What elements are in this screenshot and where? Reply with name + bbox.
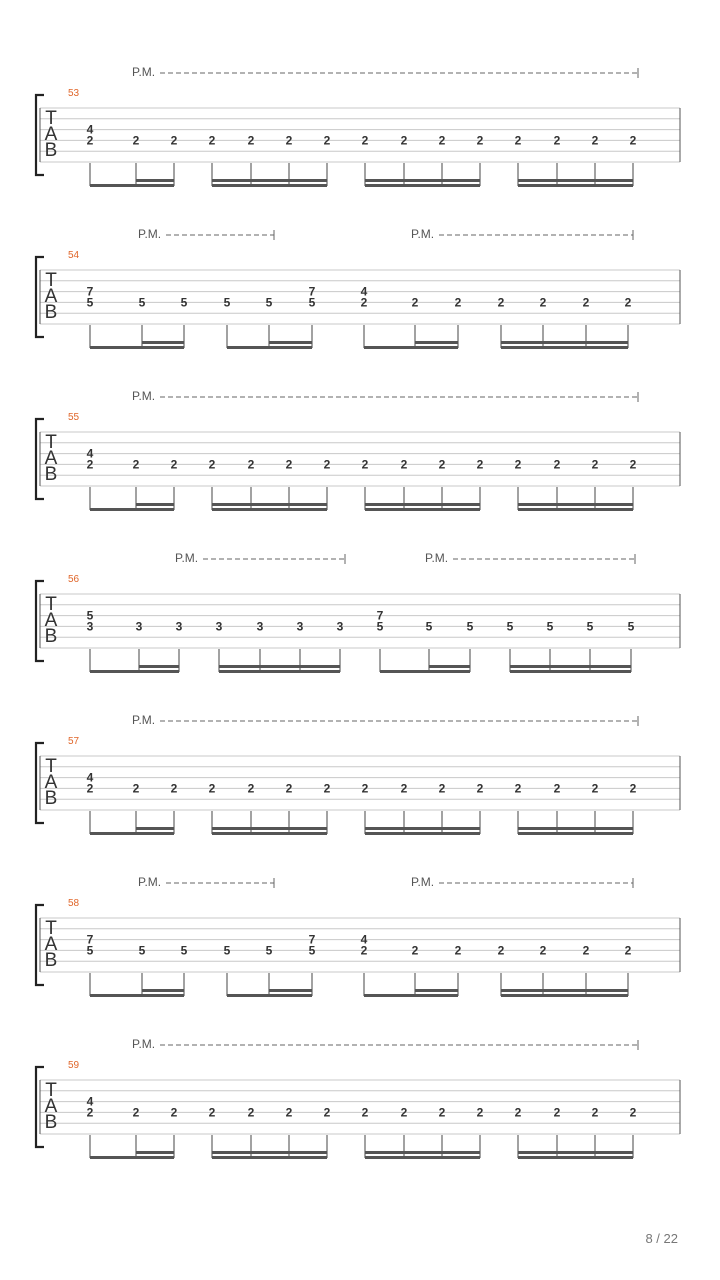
fret-number: 4 xyxy=(86,122,94,137)
beam-primary xyxy=(90,508,174,511)
palm-mute-label: P.M. xyxy=(132,389,156,403)
tab-clef-letter: B xyxy=(44,626,58,647)
beam-primary xyxy=(501,346,628,349)
measure-number: 59 xyxy=(68,1060,80,1071)
tab-clef-letter: A xyxy=(44,610,58,631)
measure-number: 58 xyxy=(68,898,80,909)
fret-number: 2 xyxy=(285,133,293,148)
fret-number: 3 xyxy=(86,619,94,634)
beam-primary xyxy=(380,670,470,673)
fret-number: 5 xyxy=(138,295,146,310)
beam-secondary xyxy=(518,827,633,830)
fret-number: 7 xyxy=(308,932,316,947)
beam-secondary xyxy=(269,341,312,344)
tab-clef-letter: A xyxy=(44,934,58,955)
fret-number: 7 xyxy=(376,608,384,623)
fret-number: 2 xyxy=(553,781,561,796)
tab-clef-letter: B xyxy=(44,950,58,971)
fret-number: 2 xyxy=(400,133,408,148)
fret-number: 2 xyxy=(361,457,369,472)
fret-number: 2 xyxy=(208,457,216,472)
fret-number: 3 xyxy=(215,619,223,634)
fret-number: 2 xyxy=(591,457,599,472)
beam-secondary xyxy=(501,989,628,992)
beam-primary xyxy=(518,508,633,511)
beam-primary xyxy=(501,994,628,997)
fret-number: 5 xyxy=(223,943,231,958)
fret-number: 2 xyxy=(86,1105,94,1120)
fret-number: 2 xyxy=(323,133,331,148)
fret-number: 3 xyxy=(296,619,304,634)
fret-number: 2 xyxy=(247,457,255,472)
fret-number: 2 xyxy=(438,1105,446,1120)
fret-number: 2 xyxy=(454,295,462,310)
beam-primary xyxy=(518,832,633,835)
fret-number: 3 xyxy=(135,619,143,634)
fret-number: 2 xyxy=(400,781,408,796)
palm-mute-label: P.M. xyxy=(411,875,435,889)
beam-primary xyxy=(212,184,327,187)
beam-primary xyxy=(212,508,327,511)
beam-primary xyxy=(212,1156,327,1159)
tab-clef-letter: T xyxy=(45,432,57,453)
tab-clef-letter: T xyxy=(45,918,57,939)
beam-secondary xyxy=(429,665,470,668)
beam-secondary xyxy=(269,989,312,992)
fret-number: 2 xyxy=(539,295,547,310)
fret-number: 4 xyxy=(86,1094,94,1109)
fret-number: 2 xyxy=(170,457,178,472)
fret-number: 2 xyxy=(591,133,599,148)
beam-secondary xyxy=(365,503,480,506)
tab-clef-letter: B xyxy=(44,302,58,323)
fret-number: 2 xyxy=(86,457,94,472)
fret-number: 2 xyxy=(170,1105,178,1120)
fret-number: 2 xyxy=(514,1105,522,1120)
fret-number: 5 xyxy=(138,943,146,958)
beam-secondary xyxy=(510,665,631,668)
fret-number: 2 xyxy=(553,133,561,148)
fret-number: 2 xyxy=(591,781,599,796)
fret-number: 5 xyxy=(180,943,188,958)
fret-number: 5 xyxy=(180,295,188,310)
palm-mute-label: P.M. xyxy=(425,551,449,565)
tab-system xyxy=(36,713,680,835)
fret-number: 2 xyxy=(208,1105,216,1120)
beam-secondary xyxy=(142,341,184,344)
fret-number: 3 xyxy=(336,619,344,634)
tab-clef-letter: T xyxy=(45,1080,57,1101)
fret-number: 2 xyxy=(582,295,590,310)
page-number: 8 / 22 xyxy=(645,1231,678,1246)
fret-number: 2 xyxy=(539,943,547,958)
tab-clef-letter: B xyxy=(44,788,58,809)
fret-number: 2 xyxy=(624,943,632,958)
palm-mute-label: P.M. xyxy=(138,227,162,241)
beam-secondary xyxy=(212,503,327,506)
tab-system xyxy=(36,389,680,511)
palm-mute-label: P.M. xyxy=(138,875,162,889)
tab-clef-letter: A xyxy=(44,124,58,145)
fret-number: 5 xyxy=(223,295,231,310)
tab-clef-letter: B xyxy=(44,140,58,161)
fret-number: 2 xyxy=(247,133,255,148)
tab-system xyxy=(36,875,680,997)
fret-number: 2 xyxy=(208,781,216,796)
fret-number: 7 xyxy=(86,932,94,947)
tab-clef-letter: T xyxy=(45,270,57,291)
fret-number: 7 xyxy=(308,284,316,299)
fret-number: 5 xyxy=(308,943,316,958)
beam-secondary xyxy=(501,341,628,344)
fret-number: 2 xyxy=(170,133,178,148)
measure-number: 55 xyxy=(68,412,80,423)
fret-number: 5 xyxy=(466,619,474,634)
palm-mute-label: P.M. xyxy=(411,227,435,241)
fret-number: 2 xyxy=(514,133,522,148)
beam-secondary xyxy=(518,503,633,506)
fret-number: 2 xyxy=(360,943,368,958)
tab-clef-letter: A xyxy=(44,772,58,793)
beam-secondary xyxy=(415,989,458,992)
fret-number: 2 xyxy=(323,457,331,472)
fret-number: 2 xyxy=(170,781,178,796)
fret-number: 5 xyxy=(265,295,273,310)
fret-number: 4 xyxy=(360,932,368,947)
measure-number: 53 xyxy=(68,88,80,99)
beam-secondary xyxy=(142,989,184,992)
measure-number: 56 xyxy=(68,574,80,585)
palm-mute-label: P.M. xyxy=(175,551,199,565)
fret-number: 2 xyxy=(624,295,632,310)
fret-number: 5 xyxy=(308,295,316,310)
fret-number: 5 xyxy=(86,608,94,623)
fret-number: 2 xyxy=(553,1105,561,1120)
tab-clef-letter: B xyxy=(44,464,58,485)
fret-number: 2 xyxy=(629,457,637,472)
beam-primary xyxy=(90,832,174,835)
fret-number: 2 xyxy=(361,133,369,148)
beam-secondary xyxy=(365,1151,480,1154)
fret-number: 2 xyxy=(285,781,293,796)
beam-secondary xyxy=(136,503,174,506)
fret-number: 4 xyxy=(86,770,94,785)
fret-number: 2 xyxy=(132,1105,140,1120)
beam-primary xyxy=(227,346,312,349)
fret-number: 2 xyxy=(438,781,446,796)
fret-number: 2 xyxy=(132,133,140,148)
fret-number: 2 xyxy=(454,943,462,958)
beam-secondary xyxy=(212,827,327,830)
fret-number: 2 xyxy=(438,133,446,148)
fret-number: 5 xyxy=(425,619,433,634)
fret-number: 2 xyxy=(208,133,216,148)
beam-primary xyxy=(219,670,340,673)
beam-primary xyxy=(365,1156,480,1159)
fret-number: 5 xyxy=(627,619,635,634)
palm-mute-label: P.M. xyxy=(132,65,156,79)
fret-number: 3 xyxy=(175,619,183,634)
fret-number: 2 xyxy=(132,457,140,472)
tab-system xyxy=(36,65,680,187)
beam-secondary xyxy=(365,827,480,830)
tab-clef-letter: A xyxy=(44,448,58,469)
beam-primary xyxy=(90,346,184,349)
beam-secondary xyxy=(136,1151,174,1154)
tab-clef-letter: T xyxy=(45,108,57,129)
fret-number: 2 xyxy=(411,943,419,958)
fret-number: 5 xyxy=(546,619,554,634)
beam-primary xyxy=(227,994,312,997)
fret-number: 2 xyxy=(285,457,293,472)
tab-clef-letter: A xyxy=(44,1096,58,1117)
beam-secondary xyxy=(139,665,179,668)
fret-number: 2 xyxy=(438,457,446,472)
fret-number: 2 xyxy=(629,1105,637,1120)
tab-system xyxy=(36,1037,680,1159)
fret-number: 2 xyxy=(629,781,637,796)
fret-number: 2 xyxy=(553,457,561,472)
fret-number: 2 xyxy=(400,1105,408,1120)
fret-number: 2 xyxy=(411,295,419,310)
tab-clef-letter: B xyxy=(44,1112,58,1133)
fret-number: 2 xyxy=(476,133,484,148)
fret-number: 3 xyxy=(256,619,264,634)
beam-primary xyxy=(90,670,179,673)
beam-secondary xyxy=(415,341,458,344)
tab-system xyxy=(36,551,680,673)
measure-number: 57 xyxy=(68,736,80,747)
beam-primary xyxy=(90,1156,174,1159)
fret-number: 2 xyxy=(86,781,94,796)
beam-primary xyxy=(518,184,633,187)
fret-number: 5 xyxy=(86,943,94,958)
beam-secondary xyxy=(219,665,340,668)
measure-number: 54 xyxy=(68,250,80,261)
fret-number: 2 xyxy=(132,781,140,796)
fret-number: 2 xyxy=(591,1105,599,1120)
fret-number: 4 xyxy=(86,446,94,461)
fret-number: 2 xyxy=(323,1105,331,1120)
palm-mute-label: P.M. xyxy=(132,1037,156,1051)
beam-secondary xyxy=(212,1151,327,1154)
tab-system xyxy=(36,227,680,349)
fret-number: 2 xyxy=(497,295,505,310)
beam-primary xyxy=(364,994,458,997)
beam-primary xyxy=(212,832,327,835)
fret-number: 2 xyxy=(247,781,255,796)
fret-number: 5 xyxy=(265,943,273,958)
tab-clef-letter: T xyxy=(45,594,57,615)
fret-number: 7 xyxy=(86,284,94,299)
fret-number: 4 xyxy=(360,284,368,299)
fret-number: 2 xyxy=(582,943,590,958)
fret-number: 2 xyxy=(285,1105,293,1120)
beam-primary xyxy=(518,1156,633,1159)
fret-number: 2 xyxy=(247,1105,255,1120)
fret-number: 2 xyxy=(497,943,505,958)
tab-clef-letter: T xyxy=(45,756,57,777)
fret-number: 5 xyxy=(86,295,94,310)
fret-number: 2 xyxy=(476,1105,484,1120)
fret-number: 2 xyxy=(514,457,522,472)
beam-secondary xyxy=(212,179,327,182)
beam-secondary xyxy=(365,179,480,182)
palm-mute-label: P.M. xyxy=(132,713,156,727)
beam-primary xyxy=(510,670,631,673)
beam-primary xyxy=(90,994,184,997)
fret-number: 5 xyxy=(586,619,594,634)
beam-primary xyxy=(90,184,174,187)
fret-number: 2 xyxy=(361,1105,369,1120)
fret-number: 2 xyxy=(360,295,368,310)
fret-number: 2 xyxy=(86,133,94,148)
fret-number: 5 xyxy=(376,619,384,634)
fret-number: 2 xyxy=(476,781,484,796)
fret-number: 2 xyxy=(361,781,369,796)
fret-number: 2 xyxy=(629,133,637,148)
beam-secondary xyxy=(518,1151,633,1154)
beam-secondary xyxy=(136,827,174,830)
beam-primary xyxy=(365,832,480,835)
beam-secondary xyxy=(518,179,633,182)
beam-primary xyxy=(364,346,458,349)
fret-number: 2 xyxy=(323,781,331,796)
beam-primary xyxy=(365,508,480,511)
fret-number: 2 xyxy=(476,457,484,472)
beam-secondary xyxy=(136,179,174,182)
beam-primary xyxy=(365,184,480,187)
fret-number: 2 xyxy=(400,457,408,472)
tab-clef-letter: A xyxy=(44,286,58,307)
fret-number: 2 xyxy=(514,781,522,796)
fret-number: 5 xyxy=(506,619,514,634)
